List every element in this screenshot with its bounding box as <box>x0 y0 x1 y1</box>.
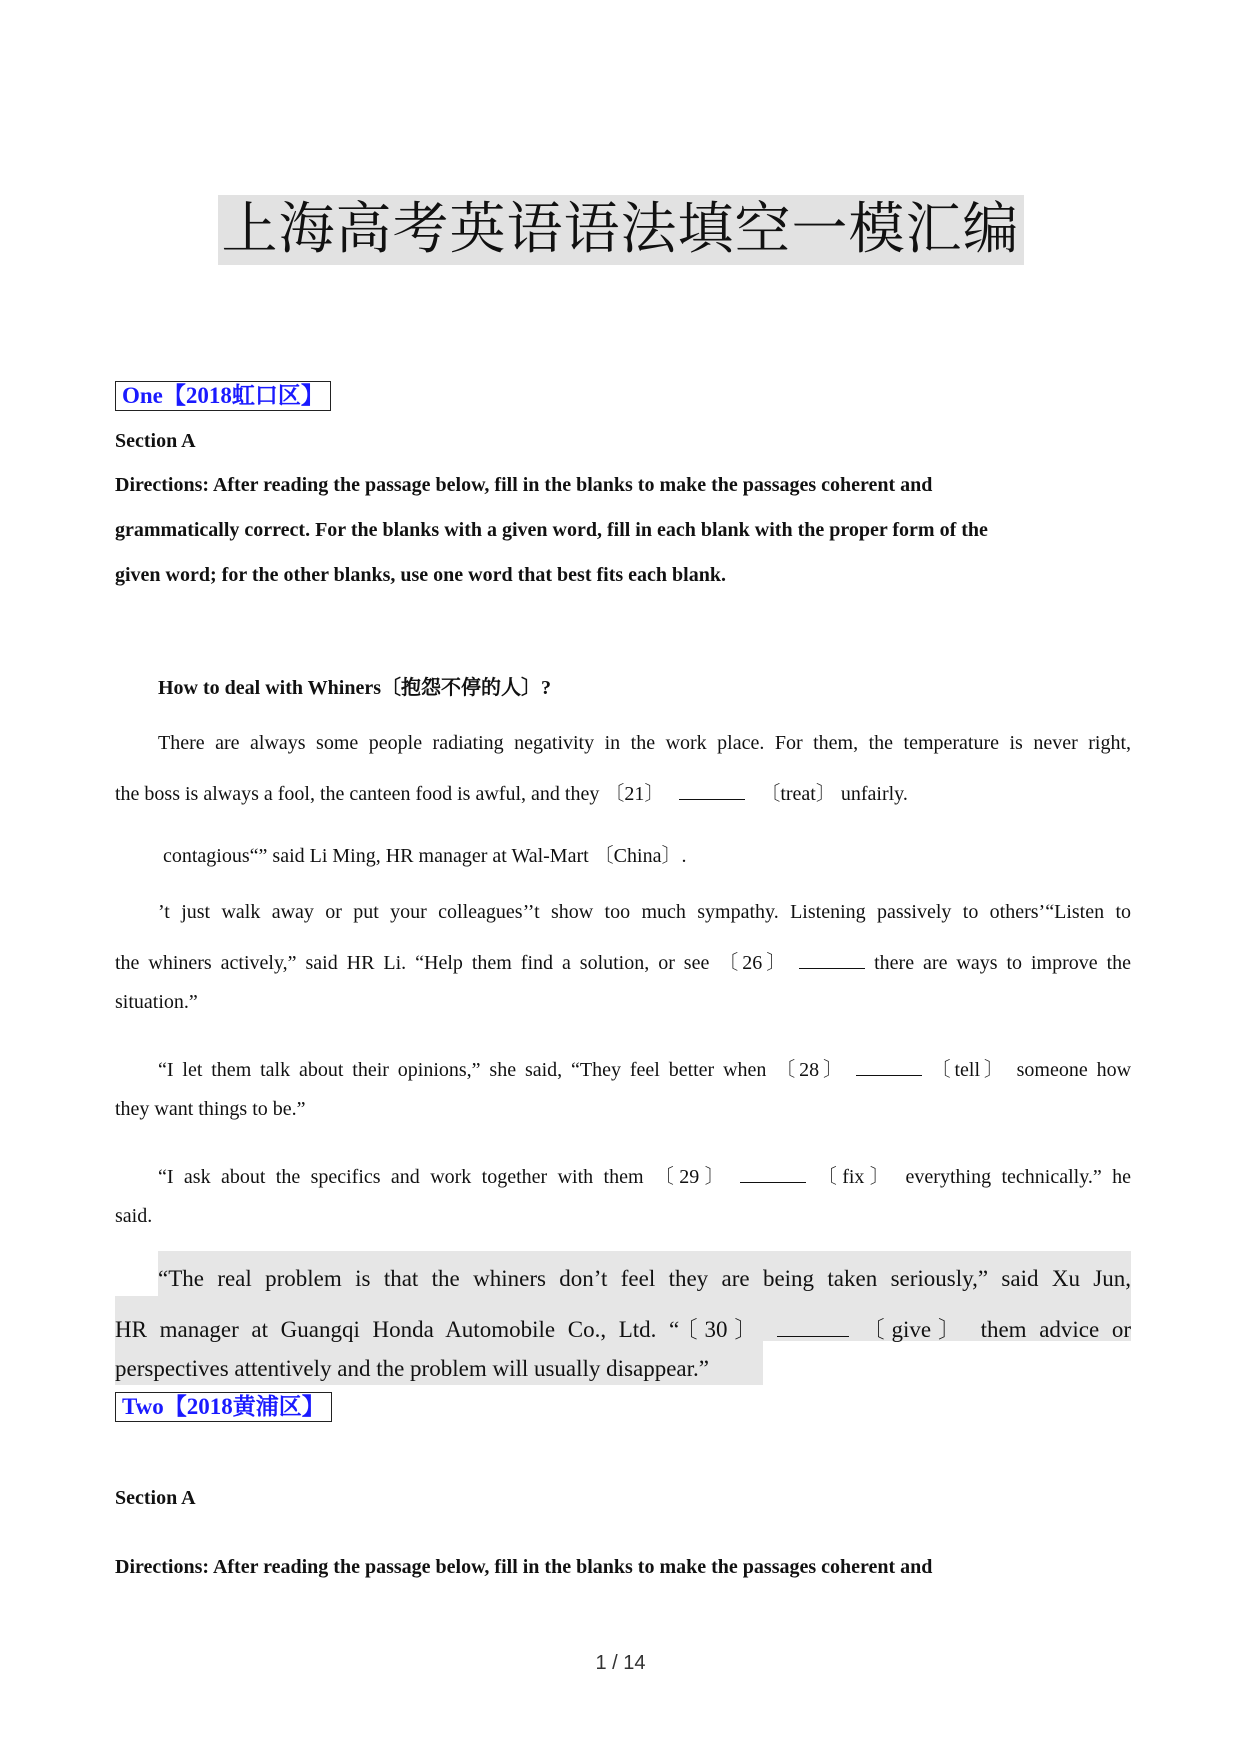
document-title: 上海高考英语语法填空一模汇编 <box>218 195 1024 265</box>
paragraph-1-line-1: There are always some people radiating negativity in the work place. For them, the temperature is never right, <box>158 732 1131 754</box>
paragraph-6-line-3: perspectives attentively and the problem will usually disappear.” <box>115 1356 709 1381</box>
paragraph-3-line-2: the whiners actively,” said HR Li. “Help them find a solution, or see 〔26〕 there are ways to improve the <box>115 952 1132 974</box>
blank-21[interactable] <box>679 782 745 800</box>
section-label: Section A <box>115 430 196 452</box>
page-number: 1 / 14 <box>595 1652 646 1674</box>
directions-line-3: given word; for the other blanks, use one word that best fits each blank. <box>115 564 726 586</box>
directions-line-2: grammatically correct. For the blanks with a given word, fill in each blank with the proper form of the <box>115 519 988 541</box>
title-container <box>0 195 1241 265</box>
section-heading-two: Two【2018黄浦区】 <box>115 1392 332 1422</box>
blank-26[interactable] <box>799 951 865 969</box>
paragraph-2: contagious“” said Li Ming, HR manager at Wal-Mart 〔China〕. <box>163 845 687 867</box>
section-heading-one: One【2018虹口区】 <box>115 381 331 411</box>
paragraph-1-line-2: the boss is always a fool, the canteen food is awful, and they 〔21〕 〔treat〕 unfairly. <box>115 783 908 805</box>
section-label-two: Section A <box>115 1487 196 1509</box>
paragraph-3-line-1: ’t just walk away or put your colleagues’’t show too much sympathy. Listening passively to others’“Listen to <box>158 901 1131 923</box>
blank-30[interactable] <box>777 1319 849 1337</box>
passage-title: How to deal with Whiners〔抱怨不停的人〕? <box>158 677 551 699</box>
directions-line-two: Directions: After reading the passage below, fill in the blanks to make the passages coherent and <box>115 1556 933 1578</box>
paragraph-6-line-2: HR manager at Guangqi Honda Automobile Co., Ltd. “〔30〕 〔give〕 them advice or <box>115 1317 1132 1342</box>
paragraph-3-line-3: situation.” <box>115 991 198 1013</box>
paragraph-5-line-2: said. <box>115 1205 153 1227</box>
directions-line-1: Directions: After reading the passage below, fill in the blanks to make the passages coherent and <box>115 474 933 496</box>
blank-29[interactable] <box>740 1165 806 1183</box>
paragraph-5-line-1: “I ask about the specifics and work together with them 〔29〕 〔fix〕 everything technically.” he <box>158 1166 1132 1188</box>
paragraph-4-line-1: “I let them talk about their opinions,” she said, “They feel better when 〔28〕 〔tell〕 someone how <box>158 1059 1132 1081</box>
paragraph-6-line-1: “The real problem is that the whiners don’t feel they are being taken seriously,” said Xu Jun, <box>158 1266 1131 1291</box>
paragraph-4-line-2: they want things to be.” <box>115 1098 306 1120</box>
blank-28[interactable] <box>856 1058 922 1076</box>
